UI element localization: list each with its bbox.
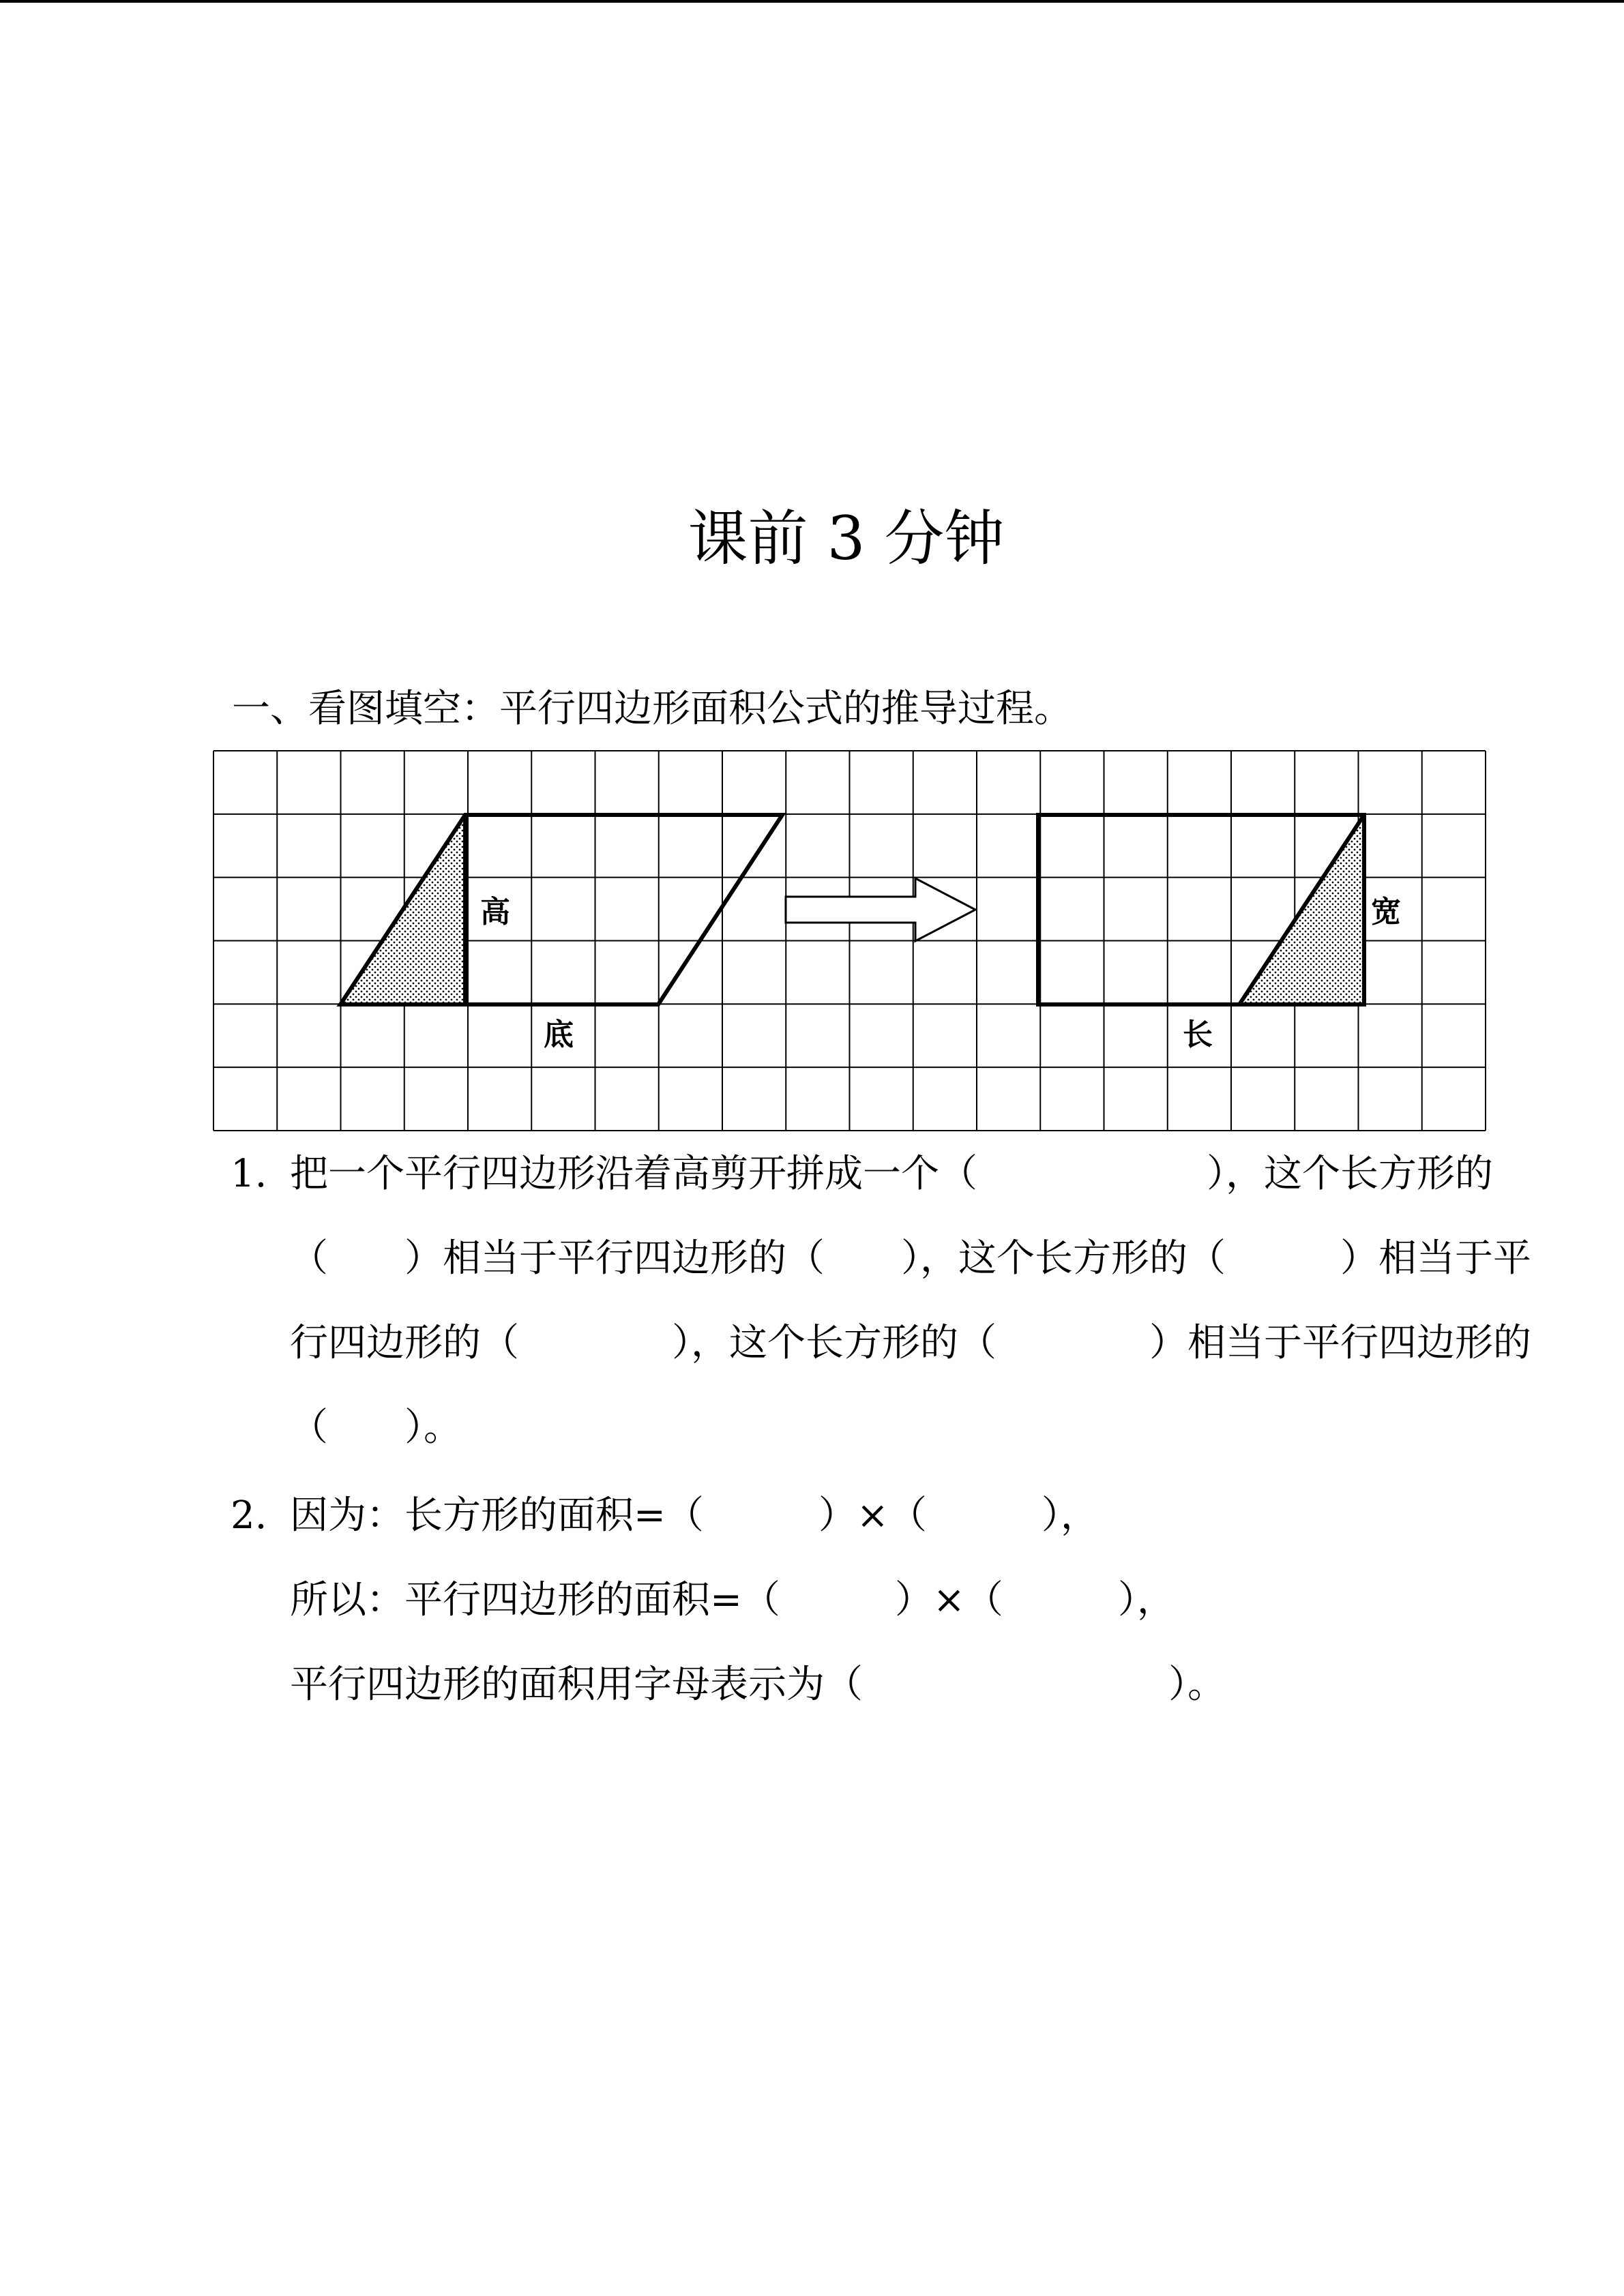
question-1-line-1: 把一个平行四边形沿着高剪开拼成一个（ ），这个长方形的 bbox=[290, 1152, 1493, 1196]
derivation-figure bbox=[213, 750, 1488, 1135]
question-2-line-3: 平行四边形的面积用字母表示为（ ）。 bbox=[290, 1663, 1226, 1707]
length-label: 长 bbox=[1183, 1017, 1213, 1052]
question-2-line-1: 因为：长方形的面积=（ ）×（ ）， bbox=[290, 1493, 1099, 1538]
page-title: 课前 3 分钟 bbox=[688, 503, 1005, 573]
grid-diagram bbox=[213, 750, 1488, 1132]
section-heading: 一、看图填空：平行四边形面积公式的推导过程。 bbox=[232, 687, 1072, 731]
question-2-line-2: 所以：平行四边形的面积=（ ）×（ ）， bbox=[290, 1578, 1175, 1622]
question-1-line-3: 行四边形的（ ），这个长方形的（ ）相当于平行四边形的 bbox=[290, 1321, 1531, 1365]
question-1-line-4: （ ）。 bbox=[290, 1405, 462, 1450]
width-label: 宽 bbox=[1371, 895, 1401, 929]
base-label: 底 bbox=[544, 1017, 574, 1052]
transform-arrow bbox=[786, 878, 975, 941]
top-border-line bbox=[0, 0, 1624, 3]
question-1-number: 1. bbox=[231, 1152, 267, 1196]
height-label: 高 bbox=[480, 895, 510, 929]
question-1-line-2: （ ）相当于平行四边形的（ ），这个长方形的（ ）相当于平 bbox=[290, 1236, 1531, 1281]
question-2-number: 2. bbox=[231, 1493, 267, 1538]
